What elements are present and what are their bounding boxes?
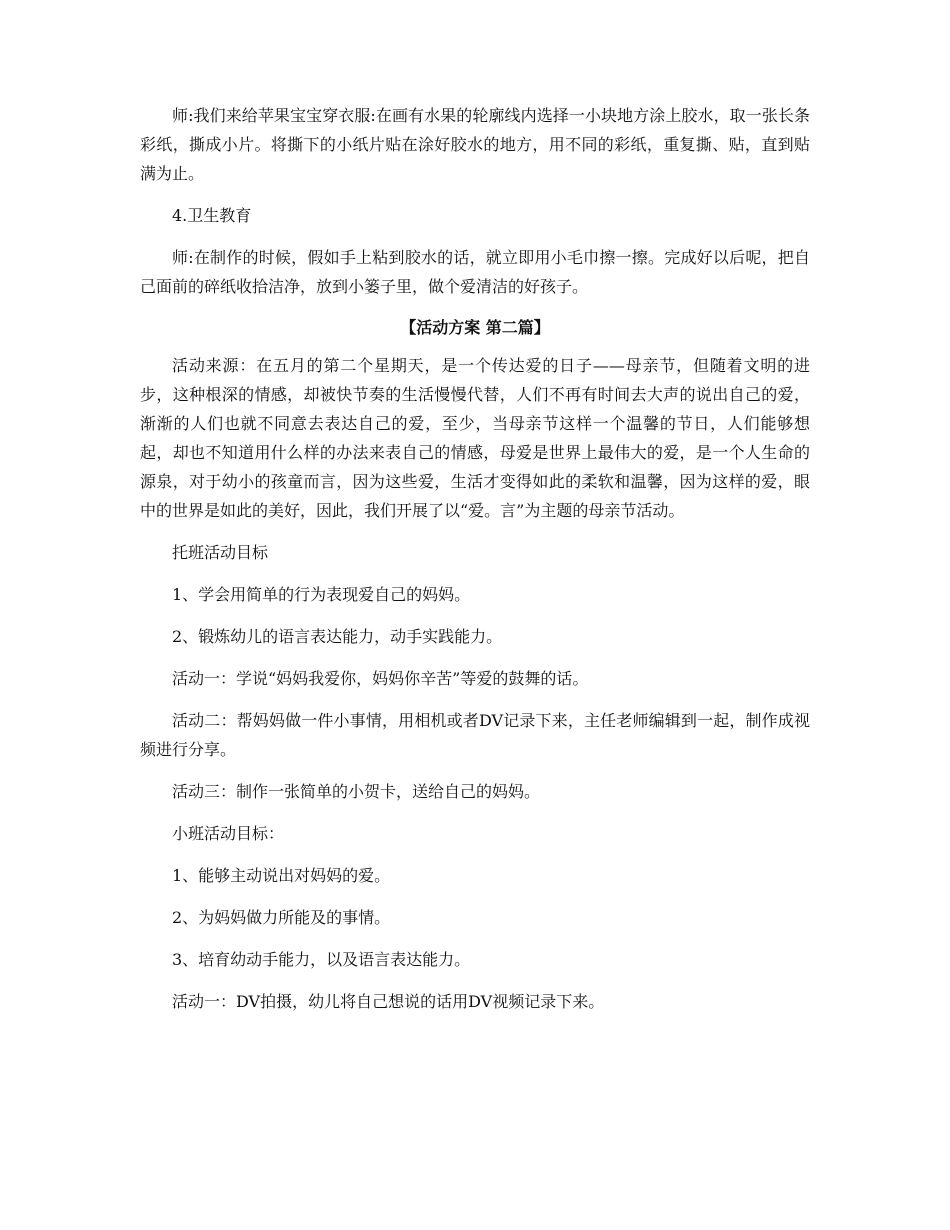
paragraph-activity-origin: 活动来源：在五月的第二个星期天，是一个传达爱的日子——母亲节，但随着文明的进步，这种根深的情感，却被快节奏的生活慢慢代替，人们不再有时间去大声的说出自己的爱，渐渐的人们也就不同意去表达自己的爱，至少，当母亲节这样一个温馨的节日，人们能够想起，却也不知道用什么样的办法来表自己的情感，母爱是世界上最伟大的爱，是一个人生命的源泉，对于幼小的孩童而言，因为这些爱，生活才变得如此的柔软和温馨，因为这样的爱，眼中的世界是如此的美好，因此，我们开展了以“爱。言”为主题的母亲节活动。 (140, 356, 810, 520)
paragraph-nursery-activity-3: 活动三：制作一张简单的小贺卡，送给自己的妈妈。 (172, 782, 541, 801)
paragraph-hygiene-heading: 4.卫生教育 (172, 206, 252, 225)
section-heading: 【活动方案 第二篇】 (400, 318, 550, 337)
paragraph-apple-activity: 师:我们来给苹果宝宝穿衣服:在画有水果的轮廓线内选择一小块地方涂上胶水，取一张长条彩纸，撕成小片。将撕下的小纸片贴在涂好胶水的地方，用不同的彩纸，重复撕、贴，直到贴满为止。 (140, 106, 810, 183)
paragraph-junior-goal-3: 3、培育幼动手能力，以及语言表达能力。 (172, 950, 471, 969)
paragraph-junior-goal-2: 2、为妈妈做力所能及的事情。 (172, 908, 391, 927)
paragraph-hygiene-instruction: 师:在制作的时候，假如手上粘到胶水的话，就立即用小毛巾擦一擦。完成好以后呢，把自己面前的碎纸收拾洁净，放到小篓子里，做个爱清洁的好孩子。 (140, 248, 810, 296)
paragraph-nursery-goal-2: 2、锻炼幼儿的语言表达能力，动手实践能力。 (172, 627, 503, 646)
paragraph-junior-goals-title: 小班活动目标： (172, 824, 285, 843)
paragraph-nursery-goal-1: 1、学会用简单的行为表现爱自己的妈妈。 (172, 585, 471, 604)
paragraph-junior-goal-1: 1、能够主动说出对妈妈的爱。 (172, 866, 391, 885)
paragraph-junior-activity-1: 活动一：DV拍摄，幼儿将自己想说的话用DV视频记录下来。 (172, 992, 605, 1011)
paragraph-nursery-activity-1: 活动一：学说“妈妈我爱你，妈妈你辛苦”等爱的鼓舞的话。 (172, 669, 589, 688)
paragraph-nursery-goals-title: 托班活动目标 (172, 543, 269, 562)
paragraph-nursery-activity-2: 活动二：帮妈妈做一件小事情，用相机或者DV记录下来，主任老师编辑到一起，制作成视频进行分享。 (140, 711, 810, 759)
